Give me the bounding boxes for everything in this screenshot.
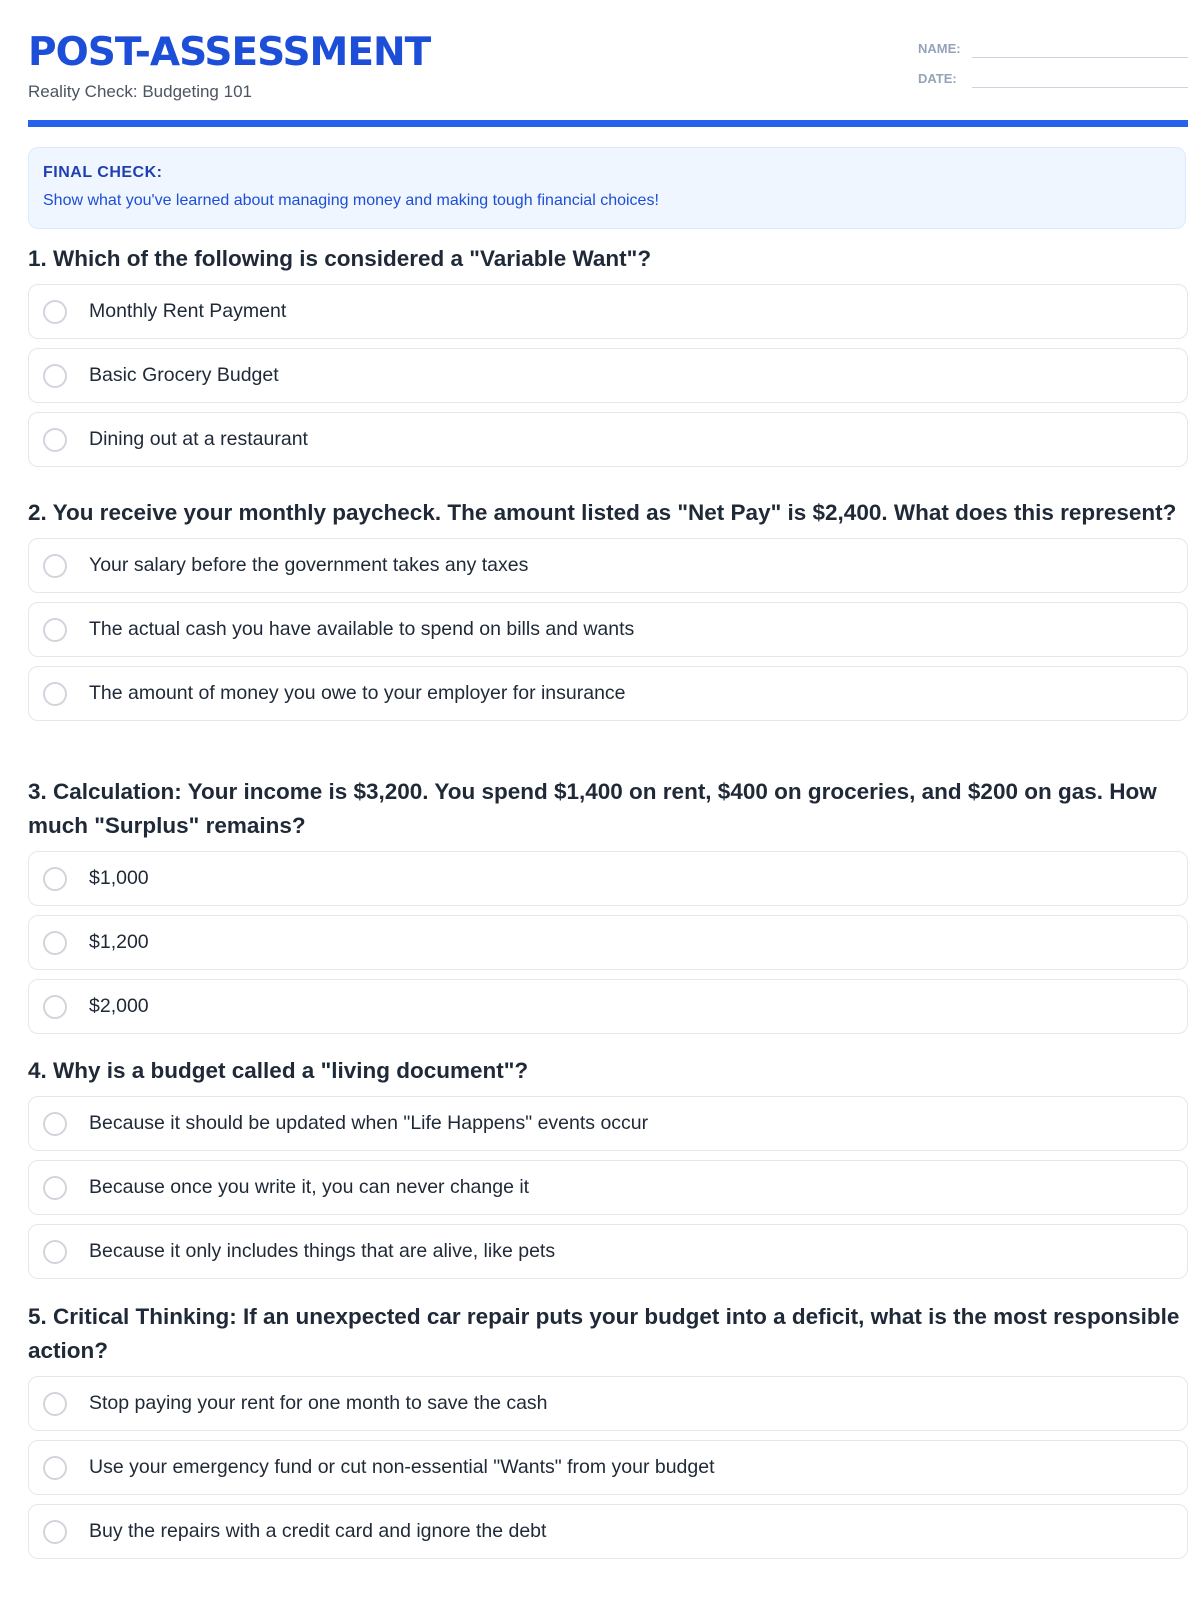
- option-label: Because it only includes things that are alive, like pets: [89, 1240, 556, 1262]
- answer-option[interactable]: [28, 1504, 1188, 1559]
- option-label: Because it should be updated when "Life Happens" events occur: [89, 1112, 649, 1134]
- answer-option[interactable]: [28, 979, 1188, 1034]
- date-field: [918, 60, 1188, 90]
- question-text: 3. Calculation: Your income is $3,200. You spend $1,400 on rent, $400 on groceries, and $200 on gas. How much "Surplus" remains?: [28, 779, 1157, 838]
- radio-button[interactable]: [43, 1176, 67, 1200]
- answer-option[interactable]: [28, 1440, 1188, 1495]
- option-label: Monthly Rent Payment: [89, 300, 287, 322]
- question-text: 4. Why is a budget called a "living document"?: [28, 1058, 529, 1083]
- answer-option[interactable]: [28, 915, 1188, 970]
- header-divider: [28, 120, 1188, 127]
- question-text: 1. Which of the following is considered a "Variable Want"?: [28, 246, 652, 271]
- radio-button[interactable]: [43, 364, 67, 388]
- page-title: POST-ASSESSMENT: [28, 30, 431, 75]
- name-input-line[interactable]: [972, 35, 1188, 58]
- final-check-callout: [28, 147, 1186, 229]
- option-label: Basic Grocery Budget: [89, 364, 279, 386]
- radio-button[interactable]: [43, 428, 67, 452]
- option-label: Your salary before the government takes any taxes: [89, 554, 529, 576]
- answer-option[interactable]: [28, 412, 1188, 467]
- answer-option[interactable]: [28, 1160, 1188, 1215]
- option-label: Dining out at a restaurant: [89, 428, 308, 450]
- radio-button[interactable]: [43, 618, 67, 642]
- option-label: Use your emergency fund or cut non-essential "Wants" from your budget: [89, 1456, 715, 1478]
- callout-text: Show what you've learned about managing money and making tough financial choices!: [43, 192, 659, 209]
- radio-button[interactable]: [43, 300, 67, 324]
- radio-button[interactable]: [43, 682, 67, 706]
- page-subtitle: Reality Check: Budgeting 101: [28, 82, 252, 101]
- answer-option[interactable]: [28, 348, 1188, 403]
- name-label: NAME:: [918, 41, 961, 56]
- date-label: DATE:: [918, 71, 957, 86]
- radio-button[interactable]: [43, 554, 67, 578]
- option-label: $1,000: [89, 867, 149, 889]
- option-label: $2,000: [89, 995, 149, 1017]
- answer-option[interactable]: [28, 666, 1188, 721]
- option-label: The amount of money you owe to your employer for insurance: [89, 682, 626, 704]
- question-4: [28, 1054, 1188, 1279]
- question-1: [28, 242, 1188, 467]
- question-text: 5. Critical Thinking: If an unexpected car repair puts your budget into a deficit, what is the most responsible action?: [28, 1304, 1180, 1363]
- answer-option[interactable]: [28, 851, 1188, 906]
- option-label: $1,200: [89, 931, 149, 953]
- answer-option[interactable]: [28, 1376, 1188, 1431]
- radio-button[interactable]: [43, 1520, 67, 1544]
- option-label: The actual cash you have available to spend on bills and wants: [89, 618, 635, 640]
- radio-button[interactable]: [43, 1112, 67, 1136]
- radio-button[interactable]: [43, 1392, 67, 1416]
- option-label: Because once you write it, you can never change it: [89, 1176, 530, 1198]
- answer-option[interactable]: [28, 1224, 1188, 1279]
- worksheet-page: [28, 0, 1188, 1542]
- question-5: [28, 1300, 1188, 1559]
- header: [28, 0, 1188, 127]
- question-2: [28, 496, 1188, 721]
- question-text: 2. You receive your monthly paycheck. The amount listed as "Net Pay" is $2,400. What does this represent?: [28, 500, 1177, 525]
- answer-option[interactable]: [28, 538, 1188, 593]
- radio-button[interactable]: [43, 931, 67, 955]
- answer-option[interactable]: [28, 1096, 1188, 1151]
- radio-button[interactable]: [43, 995, 67, 1019]
- option-label: Buy the repairs with a credit card and ignore the debt: [89, 1520, 547, 1542]
- answer-option[interactable]: [28, 284, 1188, 339]
- callout-title: FINAL CHECK:: [43, 164, 163, 181]
- date-input-line[interactable]: [972, 65, 1188, 88]
- option-label: Stop paying your rent for one month to save the cash: [89, 1392, 548, 1414]
- radio-button[interactable]: [43, 1456, 67, 1480]
- answer-option[interactable]: [28, 602, 1188, 657]
- question-3: [28, 775, 1188, 1034]
- radio-button[interactable]: [43, 867, 67, 891]
- student-info-fields: [918, 30, 1188, 90]
- radio-button[interactable]: [43, 1240, 67, 1264]
- name-field: [918, 30, 1188, 60]
